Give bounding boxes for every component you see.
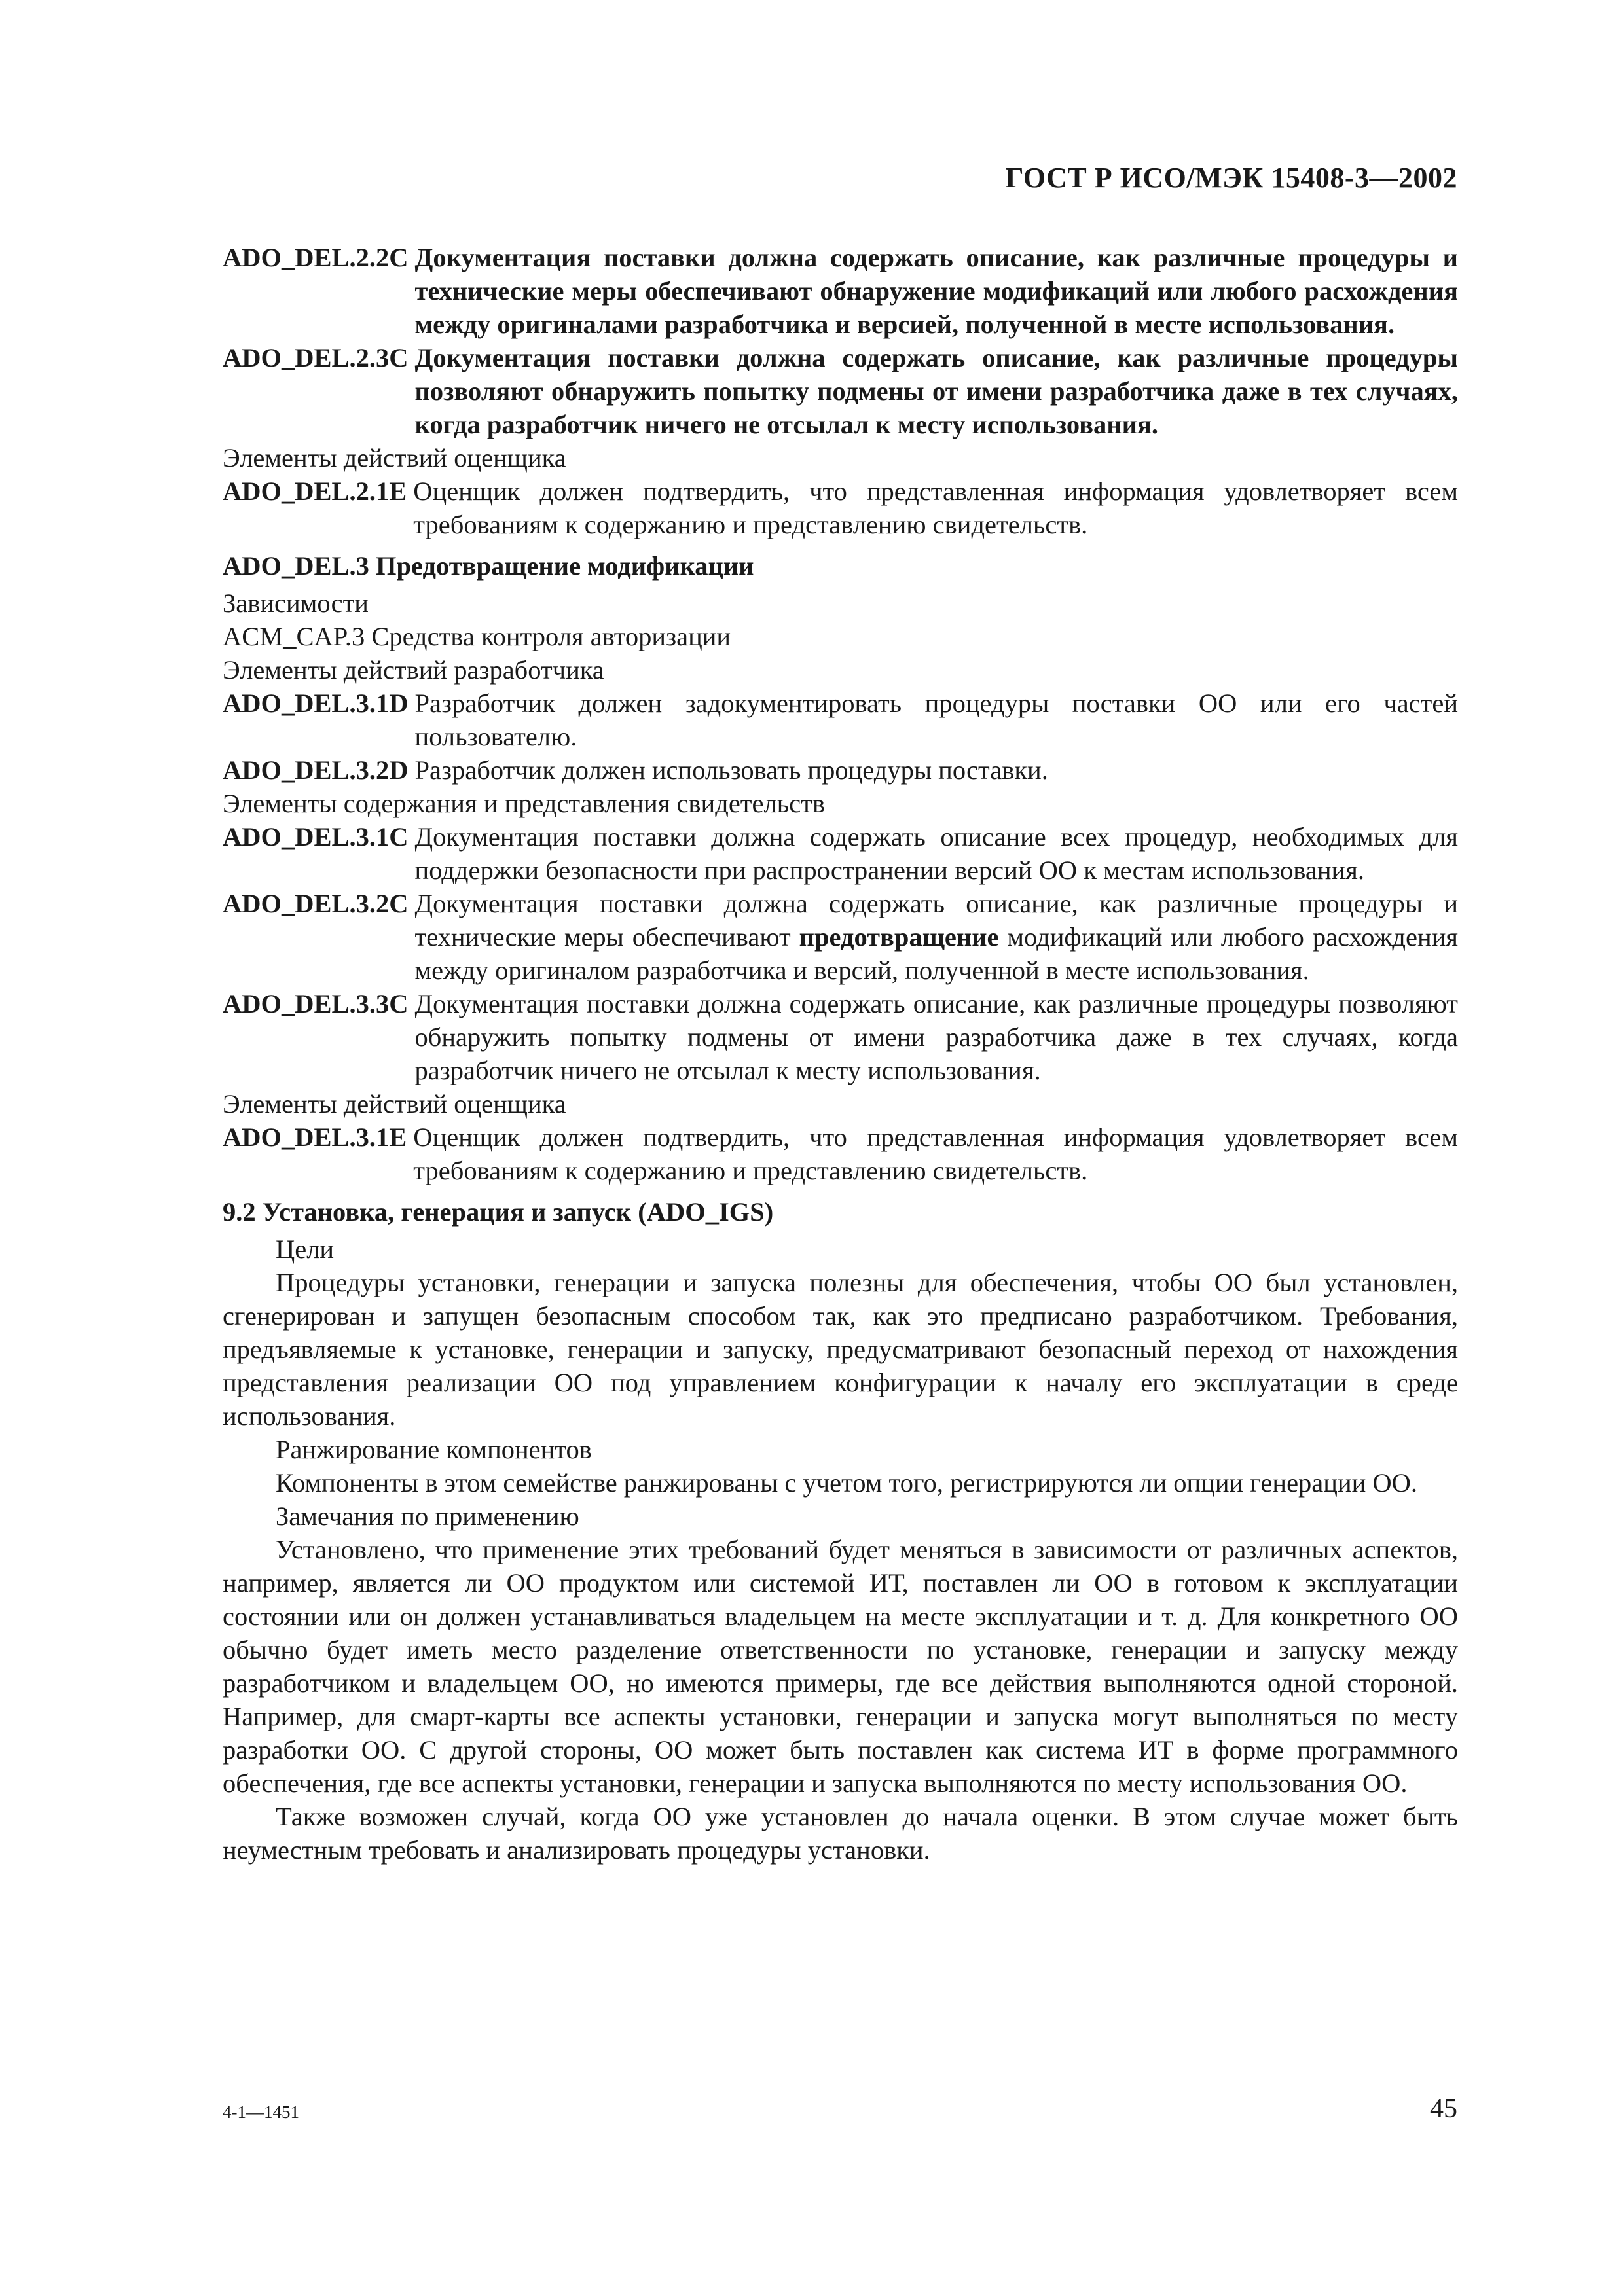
- label-ranking: Ранжирование компонентов: [276, 1435, 592, 1464]
- entry-code: ADO_DEL.3.3C: [223, 989, 409, 1018]
- page-number: 45: [1430, 2094, 1457, 2124]
- entry-text-part: модификаций или любого расхождения между оригиналом разработчика и версий, полученной в месте использования.: [414, 922, 1458, 985]
- footer-code: 4-1—1451: [223, 2102, 299, 2122]
- dependency-item: ACM_CAP.3 Средства контроля авторизации: [223, 622, 731, 651]
- paragraph-notes: Установлено, что применение этих требований будет меняться в зависимости от различных аспектов, например, является ли ОО продуктом или системой ИТ, поставлен ли ОО в готовом к эксплуатации состоянии или он должен устанавливаться владельцем на месте эксплуатации и т. д. Для конкретного ОО обычно будет иметь место разделение ответственности по установке, генерации и запуску между разработчиком и владельцем ОО, но имеются примеры, где все действия выполняются одной стороной. Например, для смарт-карты все аспекты установки, генерации и запуска могут выполняться по месту разработки ОО. С другой стороны, ОО может быть поставлен как система ИТ в форме программного обеспечения, где все аспекты установки, генерации и запуска выполняются по месту использования ОО.: [223, 1535, 1458, 1798]
- entry-ado-del-3-1e: [223, 1121, 1458, 1187]
- entry-text: Оценщик должен подтвердить, что представленная информация удовлетворяет всем требованиям к содержанию и представлению свидетельств.: [413, 476, 1458, 539]
- entry-code: ADO_DEL.3.1D: [223, 689, 409, 718]
- entry-ado-del-3-3c: [223, 987, 1458, 1087]
- entry-ado-del-2-3c: [223, 341, 1458, 441]
- document-header: ГОСТ Р ИСО/МЭК 15408-3—2002: [1005, 162, 1457, 194]
- paragraph-also: Также возможен случай, когда ОО уже установлен до начала оценки. В этом случае может быть неуместным требовать и анализировать процедуры установки.: [223, 1802, 1458, 1865]
- entry-code: ADO_DEL.3.1C: [223, 822, 409, 852]
- entry-text: Разработчик должен использовать процедуры поставки.: [414, 755, 1048, 785]
- entry-ado-del-3-1d: [223, 687, 1458, 753]
- section-heading-del3: ADO_DEL.3 Предотвращение модификации: [223, 551, 754, 581]
- label-dependencies: Зависимости: [223, 588, 369, 618]
- entry-code: ADO_DEL.2.2C: [223, 243, 409, 272]
- entry-ado-del-2-2c: [223, 241, 1458, 341]
- entry-ado-del-3-2d: [223, 753, 1458, 787]
- entry-ado-del-3-2c: [223, 887, 1458, 987]
- page-content: [223, 241, 1458, 1867]
- entry-code: ADO_DEL.3.2D: [223, 755, 409, 785]
- entry-code: ADO_DEL.2.3C: [223, 343, 409, 372]
- paragraph-ranking: Компоненты в этом семействе ранжированы с учетом того, регистрируются ли опции генерации ОО.: [276, 1468, 1418, 1498]
- entry-code: ADO_DEL.3.1E: [223, 1122, 407, 1152]
- label-developer-actions: Элементы действий разработчика: [223, 655, 604, 685]
- label-notes: Замечания по применению: [276, 1501, 579, 1531]
- paragraph-goals: Процедуры установки, генерации и запуска полезны для обеспечения, чтобы ОО был установлен, сгенерирован и запущен безопасным способом так, как это предписано разработчиком. Требования, предъявляемые к установке, генерации и запуску, предусматривают безопасный переход от нахождения представления реализации ОО под управлением конфигурации к началу его эксплуатации в среде использования.: [223, 1268, 1458, 1431]
- entry-text-emphasis: предотвращение: [799, 922, 999, 952]
- entry-text: Документация поставки должна содержать описание, как различные процедуры позволяют обнаружить попытку подмены от имени разработчика даже в тех случаях, когда разработчик ничего не отсылал к месту использования.: [414, 989, 1458, 1085]
- entry-text: Разработчик должен задокументировать процедуры поставки ОО или его частей пользователю.: [414, 689, 1458, 751]
- entry-ado-del-2-1e: [223, 475, 1458, 541]
- label-evaluator-actions: Элементы действий оценщика: [223, 443, 566, 473]
- label-content-elements: Элементы содержания и представления свидетельств: [223, 789, 825, 818]
- label-evaluator-actions: Элементы действий оценщика: [223, 1089, 566, 1119]
- entry-ado-del-3-1c: [223, 820, 1458, 887]
- entry-text: Документация поставки должна содержать описание, как различные процедуры и технические меры обеспечивают обнаружение модификаций или любого расхождения между оригиналами разработчика и версией, полученной в месте использования.: [414, 243, 1458, 339]
- entry-code: ADO_DEL.2.1E: [223, 476, 407, 506]
- label-goals: Цели: [276, 1234, 335, 1264]
- entry-code: ADO_DEL.3.2C: [223, 889, 409, 918]
- entry-text: Документация поставки должна содержать описание, как различные процедуры позволяют обнаружить попытку подмены от имени разработчика даже в тех случаях, когда разработчик ничего не отсылал к месту использования.: [414, 343, 1458, 439]
- entry-text: Документация поставки должна содержать описание всех процедур, необходимых для поддержки безопасности при распространении версий ОО к местам использования.: [414, 822, 1458, 885]
- entry-text: [415, 887, 1458, 987]
- entry-text-part: Документация поставки должна содержать описание, как различные процедуры и технические меры обеспечивают: [414, 889, 1458, 952]
- section-heading-igs: 9.2 Установка, генерация и запуск (ADO_IGS): [223, 1197, 774, 1227]
- entry-text: Оценщик должен подтвердить, что представленная информация удовлетворяет всем требованиям к содержанию и представлению свидетельств.: [413, 1122, 1458, 1185]
